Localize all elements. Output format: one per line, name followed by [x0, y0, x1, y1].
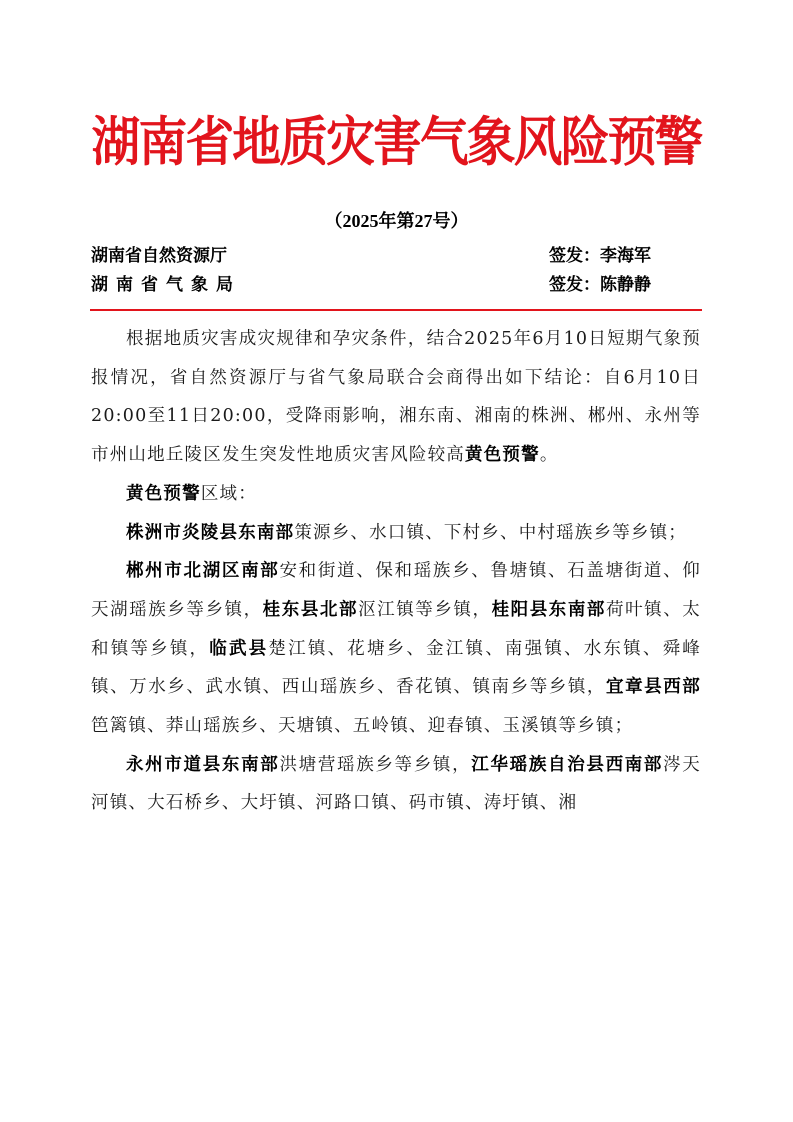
document-number: （2025年第27号） — [324, 211, 469, 231]
warning-level: 黄色预警 — [126, 483, 201, 504]
header-divider — [90, 309, 702, 311]
paragraph-zhuzhou — [91, 514, 701, 553]
region-name: 郴州市北湖区南部 — [126, 561, 280, 582]
town-list: 安和街道、保和瑶族乡、鲁塘镇、石盖塘街道、仰天湖瑶族乡等乡镇， — [91, 561, 701, 620]
document-body — [91, 320, 701, 823]
region-name: 桂东县北部 — [262, 599, 359, 620]
region-name: 江华瑶族自治县西南部 — [471, 754, 664, 775]
issuer-meteorological: 湖南省气象局 — [91, 275, 241, 295]
document-title: 湖南省地质灾害气象风险预警 — [91, 111, 702, 173]
signer-1: 签发：李海军 — [549, 246, 651, 266]
paragraph-text: 区域： — [200, 483, 257, 504]
paragraph-region-heading — [91, 475, 701, 514]
signer-2: 签发：陈静静 — [549, 275, 651, 295]
paragraph-text: 。 — [539, 445, 559, 466]
town-list: 策源乡、水口镇、下村乡、中村瑶族乡等乡镇； — [294, 522, 688, 543]
town-list: 涔天河镇、大石桥乡、大圩镇、河路口镇、码市镇、涛圩镇、湘 — [91, 754, 702, 814]
town-list: 沤江镇等乡镇， — [358, 599, 492, 620]
region-name: 株洲市炎陵县东南部 — [126, 522, 295, 543]
warning-level: 黄色预警 — [465, 445, 540, 466]
paragraph-chenzhou — [91, 552, 701, 746]
town-list: 洪塘营瑶族乡等乡镇， — [279, 754, 472, 775]
region-name: 永州市道县东南部 — [126, 754, 280, 775]
region-name: 宜章县西部 — [606, 677, 701, 698]
issuer-natural-resources: 湖南省自然资源厅 — [91, 246, 227, 266]
paragraph-text: 根据地质灾害成灾规律和孕灾条件，结合2025年6月10日短期气象预报情况，省自然资源厅与省气象局联合会商得出如下结论：自6月10日20:00至11日20:00，受降雨影响，湘东南、湘南的株洲、郴州、永州等市州山地丘陵区发生突发性地质灾害风险较高 — [91, 329, 701, 466]
town-list: 楚江镇、花塘乡、金江镇、南强镇、水东镇、舜峰镇、万水乡、武水镇、西山瑶族乡、香花镇、镇南乡等乡镇， — [91, 638, 702, 698]
town-list: 笆篱镇、莽山瑶族乡、天塘镇、五岭镇、迎春镇、玉溪镇等乡镇； — [91, 716, 634, 737]
paragraph-conclusion — [91, 320, 701, 475]
region-name: 桂阳县东南部 — [491, 599, 607, 620]
region-name: 临武县 — [209, 638, 269, 659]
paragraph-yongzhou — [91, 746, 701, 823]
town-list: 荷叶镇、太和镇等乡镇， — [91, 599, 702, 659]
